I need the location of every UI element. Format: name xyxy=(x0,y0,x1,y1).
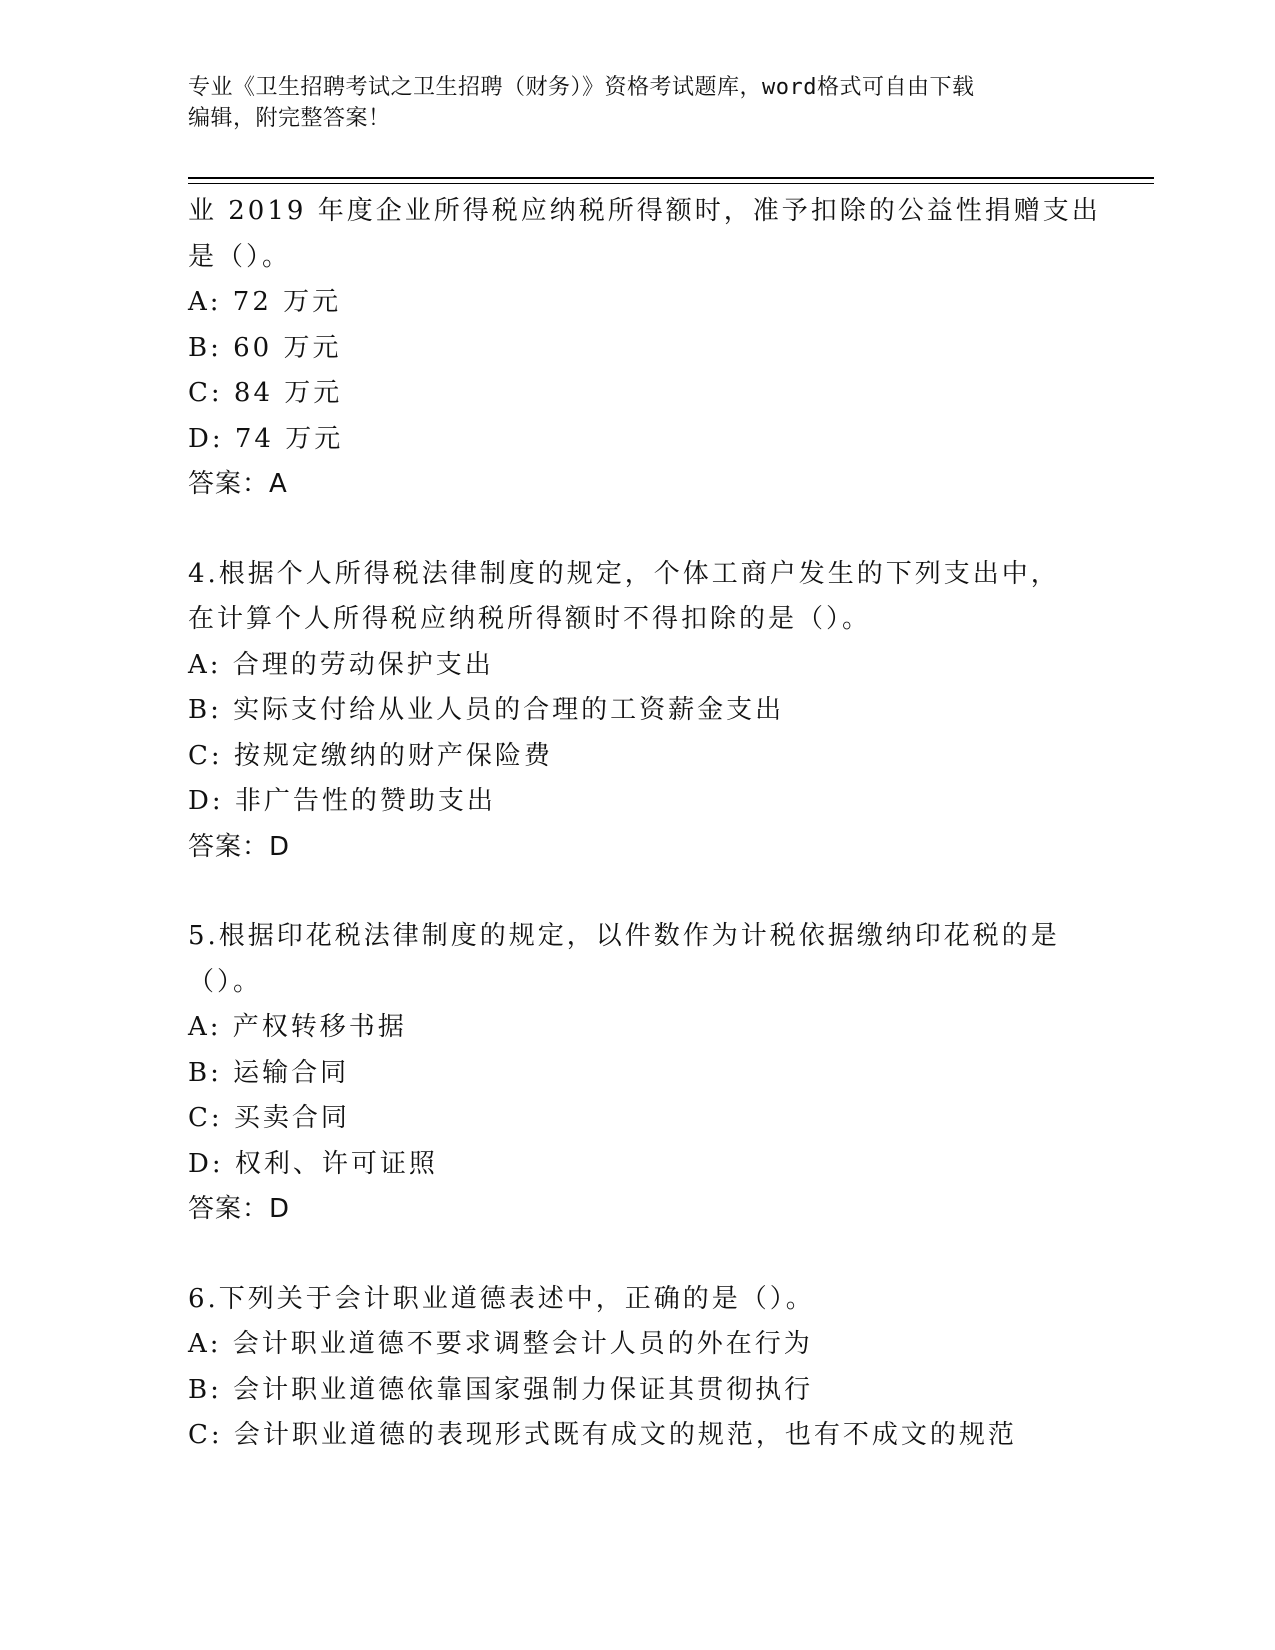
question-6 xyxy=(188,1277,1088,1459)
question-list xyxy=(188,189,1101,1459)
question-3 xyxy=(188,189,1101,508)
spacer xyxy=(188,508,1088,552)
question-text: 业 2019 年度企业所得税应纳税所得额时，准予扣除的公益性捐赠支出 xyxy=(188,196,1101,226)
option-b: B: 实际支付给从业人员的合理的工资薪金支出 xyxy=(188,695,785,725)
question-text: 6.下列关于会计职业道德表述中，正确的是（）。 xyxy=(188,1283,815,1314)
question-4 xyxy=(188,552,1088,871)
option-d: D: 74 万元 xyxy=(188,423,344,454)
option-c: C: 按规定缴纳的财产保险费 xyxy=(188,740,553,771)
question-text: （）。 xyxy=(188,966,263,997)
option-a: A: 产权转移书据 xyxy=(188,1012,407,1042)
header-divider-thick xyxy=(188,177,1154,179)
option-c: C: 会计职业道德的表现形式既有成文的规范，也有不成文的规范 xyxy=(188,1420,1017,1450)
option-c: C: 买卖合同 xyxy=(188,1103,350,1133)
option-a: A: 合理的劳动保护支出 xyxy=(188,649,494,680)
option-b: B: 会计职业道德依靠国家强制力保证其贯彻执行 xyxy=(188,1374,814,1405)
option-d: D: 权利、许可证照 xyxy=(188,1148,438,1179)
question-5 xyxy=(188,914,1088,1233)
question-text: 是（）。 xyxy=(188,241,292,272)
option-b: B: 运输合同 xyxy=(188,1057,350,1088)
option-a: A: 72 万元 xyxy=(188,287,342,317)
question-text: 4.根据个人所得税法律制度的规定，个体工商户发生的下列支出中， xyxy=(188,558,1060,589)
spacer xyxy=(188,1233,1088,1277)
header-line-1: 专业《卫生招聘考试之卫生招聘（财务）》资格考试题库，word格式可自由下载 xyxy=(188,75,975,100)
option-d: D: 非广告性的赞助支出 xyxy=(188,786,496,816)
option-b: B: 60 万元 xyxy=(188,332,342,363)
document-header xyxy=(188,72,1068,134)
answer-line: 答案：D xyxy=(188,1194,291,1224)
question-text: 在计算个人所得税应纳税所得额时不得扣除的是（）。 xyxy=(188,604,872,634)
question-text: 5.根据印花税法律制度的规定，以件数作为计税依据缴纳印花税的是 xyxy=(188,921,1060,951)
option-c: C: 84 万元 xyxy=(188,378,343,408)
answer-line: 答案：A xyxy=(188,469,288,499)
header-divider-thin xyxy=(188,183,1154,184)
answer-line: 答案：D xyxy=(188,831,291,862)
spacer xyxy=(188,870,1088,914)
option-a: A: 会计职业道德不要求调整会计人员的外在行为 xyxy=(188,1329,813,1359)
header-line-2: 编辑，附完整答案！ xyxy=(188,106,391,131)
